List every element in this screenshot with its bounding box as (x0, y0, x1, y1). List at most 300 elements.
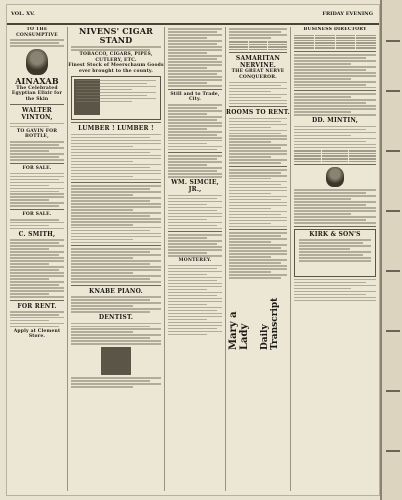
text-line (10, 209, 64, 210)
text-line (10, 242, 59, 244)
text-line (168, 268, 217, 270)
text-line (229, 41, 248, 43)
text-line (71, 343, 161, 345)
text-line (71, 200, 150, 202)
text-line (10, 179, 59, 181)
knabe-piano-heading: KNABE PIANO. (89, 287, 143, 295)
ainaxab-heading: AINAXAB (15, 75, 59, 86)
masthead-left: VOL. XV. (11, 11, 35, 17)
text-line (10, 185, 49, 187)
text-line (294, 155, 321, 157)
text-line (356, 42, 376, 44)
text-line (268, 44, 287, 46)
text-line (10, 317, 64, 319)
text-line (10, 266, 64, 268)
text-line (71, 242, 161, 244)
text-line (10, 173, 64, 175)
text-line (229, 82, 287, 84)
text-line (229, 153, 287, 155)
text-line (294, 226, 376, 227)
text-line (229, 211, 287, 213)
text-line (71, 305, 133, 307)
text-line (168, 231, 222, 232)
lumber-heading: LUMBER ! LUMBER ! (78, 125, 154, 133)
text-line (10, 228, 64, 230)
text-line (71, 302, 161, 304)
text-line (299, 257, 371, 259)
text-line (10, 176, 64, 178)
text-line (336, 45, 356, 47)
text-line (10, 104, 64, 105)
text-line (322, 155, 349, 157)
text-line (168, 134, 217, 136)
text-line (168, 149, 217, 151)
text-line (168, 252, 207, 254)
text-line (168, 85, 222, 87)
text-line (168, 277, 222, 279)
text-line (168, 155, 222, 157)
text-line (168, 46, 222, 48)
text-line (229, 124, 287, 126)
text-line (315, 42, 335, 44)
text-line (336, 47, 356, 49)
text-line (294, 164, 376, 165)
text-line (386, 90, 400, 92)
text-line (229, 268, 287, 270)
text-line (294, 93, 376, 95)
text-line (10, 123, 64, 125)
text-line (168, 295, 217, 297)
text-line (76, 89, 132, 91)
price-table (229, 41, 287, 50)
text-line (294, 87, 376, 89)
kirk-advertisement-box (294, 229, 376, 277)
text-line (229, 85, 281, 87)
text-line (76, 101, 132, 103)
text-line (168, 246, 222, 248)
text-line (10, 257, 64, 259)
text-line (229, 121, 281, 123)
text-line (10, 296, 64, 298)
text-line (229, 208, 271, 210)
text-line (229, 91, 271, 93)
text-line (294, 210, 376, 212)
text-line (229, 229, 287, 230)
ainaxab-subheading: The Celebrated Egyptian Elixir for the Skin (11, 85, 63, 102)
text-line (168, 122, 222, 124)
text-line (168, 89, 222, 90)
text-line (10, 320, 49, 322)
masthead (7, 5, 379, 25)
text-line (294, 69, 366, 71)
text-line (249, 44, 268, 46)
text-line (229, 52, 287, 53)
text-line (356, 37, 376, 39)
text-line (294, 35, 314, 37)
text-line (168, 334, 207, 336)
text-line (71, 275, 161, 277)
text-line (229, 250, 287, 252)
text-line (229, 187, 287, 189)
text-line (294, 297, 376, 299)
text-line (229, 217, 287, 219)
text-line (10, 284, 59, 286)
dentist-heading: DENTIST. (98, 314, 134, 322)
text-line (76, 83, 147, 85)
text-line (322, 153, 349, 155)
text-line (71, 331, 133, 333)
text-line (168, 67, 207, 69)
text-line (294, 126, 376, 128)
text-line (168, 140, 222, 142)
text-line (71, 49, 150, 51)
text-line (168, 70, 222, 72)
text-line (294, 291, 376, 293)
text-line (294, 45, 314, 47)
text-line (10, 314, 59, 316)
text-line (168, 158, 217, 160)
text-line (229, 156, 271, 158)
text-line (10, 153, 64, 155)
text-line (294, 40, 314, 42)
text-line (71, 197, 161, 199)
text-line (168, 28, 222, 30)
text-line (71, 278, 150, 280)
text-line (71, 326, 150, 328)
column-1 (7, 27, 68, 491)
text-line (229, 241, 271, 243)
text-line (10, 290, 64, 292)
text-line (168, 316, 222, 318)
text-line (71, 155, 161, 157)
text-line (168, 328, 217, 330)
text-line (294, 285, 376, 287)
text-line (229, 159, 287, 161)
text-line (10, 225, 49, 227)
text-line (322, 158, 349, 160)
text-line (386, 330, 400, 332)
text-line (71, 221, 161, 223)
advertisement-illustration (101, 347, 131, 375)
cigar-stand-heading: NIVENS' CIGAR STAND (78, 27, 154, 45)
text-line (168, 301, 222, 303)
text-line (294, 207, 376, 209)
text-line (294, 60, 376, 62)
text-line (71, 281, 161, 283)
text-line (76, 98, 156, 100)
text-line (71, 212, 161, 214)
text-line (229, 256, 271, 258)
text-line (168, 107, 217, 109)
text-line (229, 220, 287, 222)
text-line (168, 131, 222, 133)
text-line (294, 54, 376, 56)
text-line (229, 277, 281, 279)
clement-store-contact: Apply at Clement Store. (13, 328, 61, 340)
text-line (294, 216, 376, 218)
text-line (336, 35, 356, 37)
text-line (76, 92, 156, 94)
text-line (168, 31, 217, 33)
column-5 (291, 27, 379, 491)
text-line (168, 222, 222, 224)
text-line (71, 227, 161, 229)
text-line (71, 209, 133, 211)
text-line (229, 202, 287, 204)
text-line (229, 232, 287, 234)
text-line (229, 175, 287, 177)
text-line (10, 144, 59, 146)
kirk-heading: KIRK & SON'S (309, 230, 361, 238)
text-line (229, 150, 287, 152)
text-line (71, 248, 161, 250)
text-line (229, 106, 287, 107)
text-line (315, 40, 335, 42)
text-line (168, 198, 217, 200)
text-line (168, 234, 222, 236)
text-line (229, 34, 287, 36)
text-line (294, 105, 376, 107)
text-line (168, 79, 222, 81)
text-line (168, 265, 222, 267)
text-line (71, 254, 161, 256)
text-line (71, 337, 150, 339)
text-line (294, 279, 376, 281)
text-line (229, 238, 287, 240)
text-line (71, 224, 133, 226)
newspaper-page (6, 4, 380, 496)
nerve-conqueror-subheading: THE GREAT NERVE CONQUEROR. (231, 69, 285, 80)
text-line (168, 173, 222, 175)
text-line (229, 274, 287, 276)
text-line (249, 41, 268, 43)
text-line (168, 243, 217, 245)
gavin-bottle-heading: TO GAVIN FOR BOTTLE, (16, 128, 58, 140)
text-line (10, 239, 64, 241)
text-line (71, 299, 150, 301)
text-line (168, 61, 222, 63)
text-line (249, 46, 268, 48)
text-line (229, 37, 271, 39)
text-line (315, 35, 335, 37)
text-line (294, 144, 376, 146)
text-line (10, 141, 64, 143)
samaritan-nervine-heading: SAMARITAN NERVINE. (235, 55, 281, 70)
rooms-to-rent-heading: ROOMS TO RENT. (226, 109, 290, 117)
text-line (294, 57, 366, 59)
text-line (168, 43, 217, 45)
text-line (229, 127, 271, 129)
text-line (10, 260, 64, 262)
text-line (294, 198, 351, 200)
text-line (10, 159, 64, 161)
text-line (356, 35, 376, 37)
text-line (71, 251, 150, 253)
text-line (10, 205, 59, 207)
text-line (229, 214, 281, 216)
text-line (10, 245, 64, 247)
text-line (71, 173, 161, 175)
text-line (299, 260, 371, 262)
text-line (168, 240, 222, 242)
text-line (168, 104, 222, 106)
text-line (315, 37, 335, 39)
text-line (168, 58, 217, 60)
text-line (299, 248, 350, 250)
text-line (229, 28, 287, 30)
text-line (229, 184, 281, 186)
text-line (322, 150, 349, 152)
text-line (168, 207, 222, 209)
text-line (349, 153, 376, 155)
text-line (294, 288, 351, 290)
text-line (229, 244, 287, 246)
text-line (268, 41, 287, 43)
text-line (168, 216, 222, 218)
text-line (71, 218, 161, 220)
text-line (168, 119, 217, 121)
text-line (294, 81, 376, 83)
text-line (71, 245, 161, 246)
wm-simcie-heading: WM. SIMCIE, JR., (171, 179, 219, 194)
text-line (71, 296, 161, 298)
text-line (229, 259, 287, 261)
text-line (10, 39, 64, 41)
column-2 (68, 27, 165, 491)
for-sale-heading-1: FOR SALE. (22, 165, 52, 171)
text-line (168, 64, 222, 66)
text-line (168, 170, 217, 172)
text-line (168, 176, 222, 178)
text-line (168, 274, 207, 276)
text-line (294, 90, 376, 91)
text-line (168, 143, 207, 145)
text-line (229, 138, 287, 140)
text-line (168, 271, 222, 273)
text-line (168, 228, 222, 230)
adjacent-page-edge (380, 0, 402, 500)
monterey-heading: MONTEREY. (178, 258, 212, 263)
text-line (294, 47, 314, 49)
text-line (10, 147, 64, 149)
text-line (229, 223, 271, 225)
text-line (249, 49, 268, 51)
text-line (294, 96, 351, 98)
text-line (294, 153, 321, 155)
text-line (71, 158, 161, 160)
text-line (168, 292, 222, 294)
text-line (294, 222, 376, 224)
text-line (10, 42, 59, 44)
text-line (229, 135, 287, 137)
text-line (336, 42, 356, 44)
text-line (71, 233, 161, 235)
meerschaum-note: Finest Stock of Meerschaum Goods ever brought to the county. (68, 63, 164, 74)
text-line (71, 383, 161, 385)
text-line (71, 176, 133, 178)
text-line (386, 270, 400, 272)
text-line (168, 116, 222, 118)
text-line (71, 266, 161, 268)
text-line (71, 203, 161, 205)
text-line (10, 45, 64, 47)
text-line (168, 146, 222, 148)
text-line (356, 47, 376, 49)
text-line (10, 269, 59, 271)
text-line (71, 263, 150, 265)
text-line (168, 298, 222, 300)
text-line (229, 144, 287, 146)
text-line (349, 150, 376, 152)
portrait-illustration (26, 49, 48, 75)
text-line (71, 170, 161, 172)
text-line (229, 193, 271, 195)
text-line (229, 88, 287, 90)
text-line (229, 31, 281, 33)
text-line (229, 271, 271, 273)
text-line (294, 204, 366, 206)
text-line (294, 147, 376, 149)
text-line (294, 192, 366, 194)
text-line (71, 146, 133, 148)
text-line (229, 147, 281, 149)
trade-city-heading: Still and to Trade, City. (170, 91, 220, 103)
text-line (71, 260, 161, 262)
text-line (294, 99, 376, 101)
text-line (168, 76, 222, 78)
text-line (229, 181, 287, 183)
text-line (356, 40, 376, 42)
text-line (268, 46, 287, 48)
text-line (299, 239, 371, 241)
text-line (10, 251, 64, 253)
text-line (71, 230, 150, 232)
text-line (168, 210, 217, 212)
column-3 (165, 27, 226, 491)
text-line (10, 263, 49, 265)
text-line (229, 247, 281, 249)
text-line (10, 219, 59, 221)
text-line (168, 310, 217, 312)
text-line (229, 262, 281, 264)
text-line (168, 167, 222, 169)
text-line (168, 152, 222, 153)
text-line (386, 450, 400, 452)
text-line (71, 164, 161, 166)
text-line (229, 199, 281, 201)
text-line (76, 80, 156, 82)
text-line (229, 172, 281, 174)
mintin-heading: DD. MINTIN, (312, 117, 358, 125)
text-line (168, 283, 222, 285)
text-line (294, 42, 314, 44)
text-line (71, 179, 161, 181)
text-line (71, 239, 133, 241)
text-line (168, 213, 222, 215)
text-line (76, 95, 147, 97)
text-line (168, 73, 217, 75)
text-line (294, 201, 376, 203)
text-line (168, 319, 207, 321)
text-line (168, 128, 207, 130)
directory-table (294, 35, 376, 50)
text-line (294, 132, 376, 134)
text-line (294, 84, 366, 86)
column-4 (226, 27, 291, 491)
text-line (168, 313, 222, 315)
text-line (294, 114, 376, 116)
text-line (10, 150, 49, 152)
